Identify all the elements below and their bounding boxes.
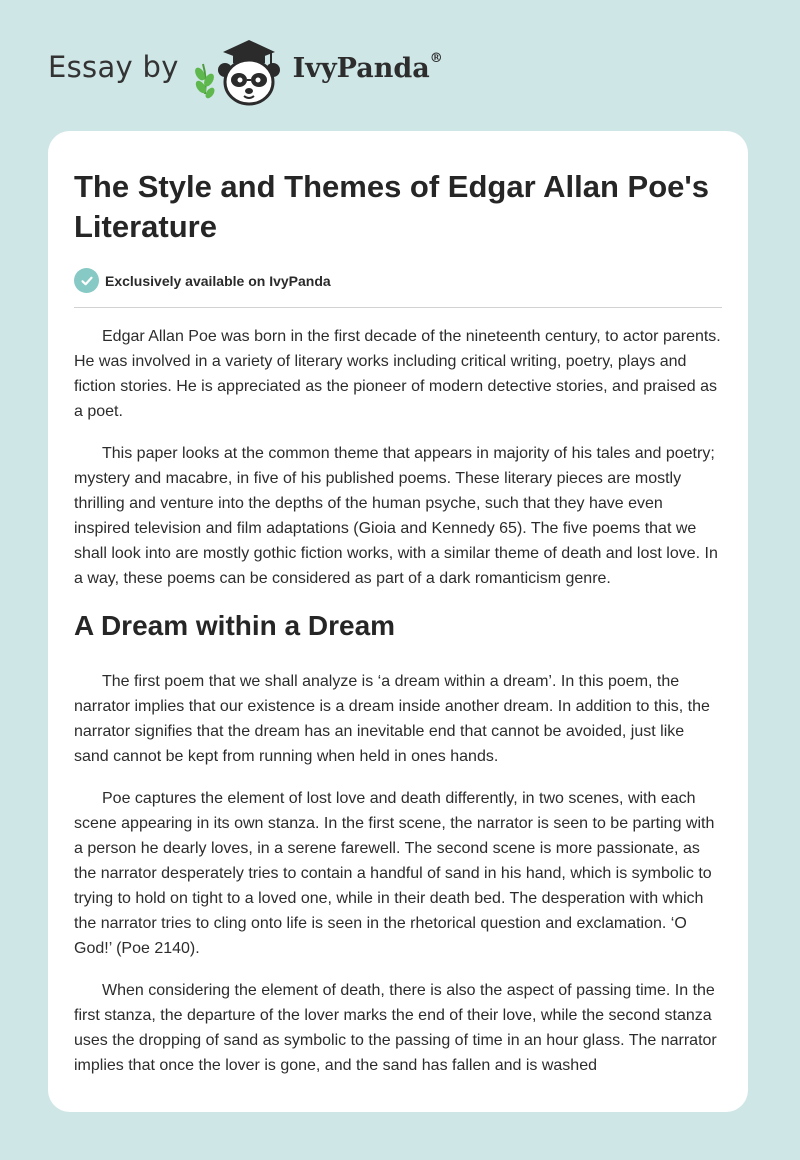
panda-graduate-logo-icon[interactable] — [193, 30, 289, 110]
brand-name: IvyPanda — [292, 52, 430, 84]
essay-title: The Style and Themes of Edgar Allan Poe's Literature — [74, 169, 709, 244]
paragraph: Poe captures the element of lost love and death differently, in two scenes, with each scene appearing in its own stanza. In the first scene, the narrator is seen to be parting with a person he dearly loves, in a serene farewell. The second scene is more passionate, as the narrator desperately tries to contain a handful of sand in his hand, which is symbolic to trying to hold on tight to a loved one, while in their death bed. The desperation with which the narrator tries to cling onto life is seen in the rhetorical question and exclamation. ‘O God!’ (Poe 2140). — [74, 790, 715, 957]
exclusive-badge — [74, 268, 722, 308]
check-circle-icon — [74, 268, 99, 293]
essay-by-label: Essay by — [48, 50, 179, 84]
exclusive-badge-text: Exclusively available on IvyPanda — [105, 272, 331, 289]
site-header — [48, 30, 443, 110]
paragraph: The first poem that we shall analyze is ‘a dream within a dream’. In this poem, the narrator implies that our existence is a dream inside another dream. In addition to this, the narrator signifies that the dream has an inevitable end that cannot be avoided, just like sand cannot be kept from running when held in ones hands. — [74, 673, 710, 765]
essay-body — [74, 324, 722, 1078]
paragraph: Edgar Allan Poe was born in the first decade of the nineteenth century, to actor parents. He was involved in a variety of literary works including critical writing, poetry, plays and fiction stories. He is appreciated as the pioneer of modern detective stories, and praised as a poet. — [74, 328, 721, 420]
paragraph: This paper looks at the common theme that appears in majority of his tales and poetry; mystery and macabre, in five of his published poems. These literary pieces are mostly thrilling and venture into the depths of the human psyche, such that they have even inspired television and film adaptations (Gioia and Kennedy 65). The five poems that we shall look into are mostly gothic fiction works, with a similar theme of death and lost love. In a way, these poems can be considered as part of a dark romanticism genre. — [74, 445, 718, 587]
brand-logo-text[interactable] — [292, 50, 443, 84]
section-heading: A Dream within a Dream — [74, 610, 396, 641]
registered-mark: ® — [429, 50, 443, 66]
essay-card — [48, 131, 748, 1112]
paragraph: When considering the element of death, there is also the aspect of passing time. In the first stanza, the departure of the lover marks the end of their love, while the second stanza uses the dropping of sand as symbolic to the passing of time in an hour glass. The narrator implies that once the lover is gone, and the sand has fallen and is washed — [74, 982, 717, 1074]
